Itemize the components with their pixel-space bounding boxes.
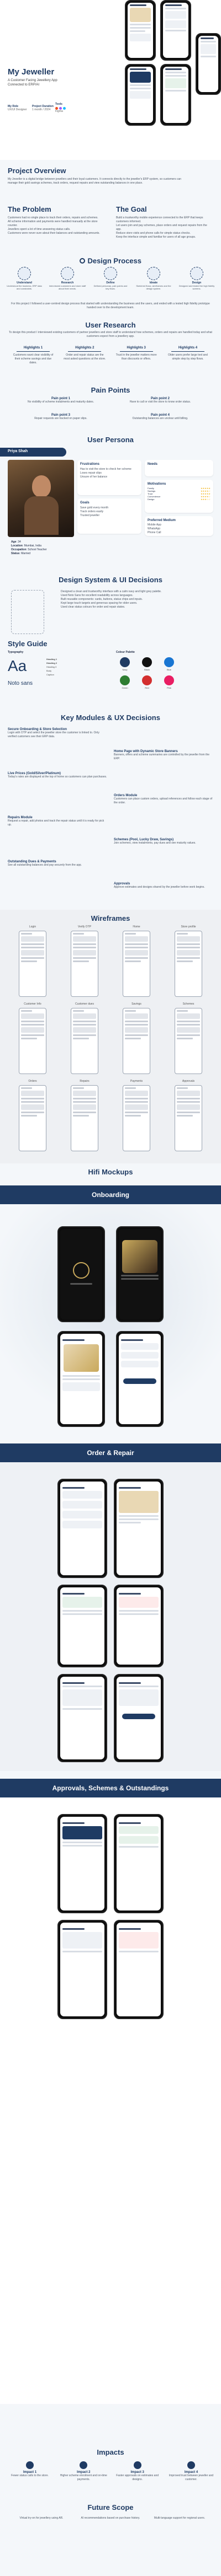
hero-title: My Jeweller (8, 67, 55, 77)
hero-phone-5 (196, 33, 221, 95)
persona-title: User Persona (87, 436, 134, 444)
ds-section (0, 573, 221, 640)
hero-phone-4 (160, 64, 191, 126)
preferred-card: Preferred Medium Mobile App WhatsApp Phone Call (145, 516, 213, 536)
pain-item: Pain point 3 Repair requests are tracked on paper slips. (34, 414, 87, 420)
wireframe-label: Store profile (181, 925, 196, 929)
trophy-icon (80, 2461, 87, 2469)
order-repair-banner: Order & Repair (0, 1443, 221, 1462)
pain-section (0, 386, 221, 436)
problem-title: The Problem (8, 205, 51, 213)
mockups-title: Hifi Mockups (88, 1168, 133, 1176)
order-phone-5 (57, 1674, 107, 1762)
module-item: Repairs Module Request a repair, add photos and track the repair status until it is ready for pick up. (8, 816, 104, 827)
wireframe-screen (123, 1085, 150, 1151)
color-palette (116, 657, 182, 689)
rating-stars: ★★★★★ (201, 487, 211, 490)
onboarding-phone-3 (57, 1331, 105, 1427)
order-phone-4 (114, 1585, 164, 1667)
hero-tools: Tools Figma (55, 103, 66, 113)
pain-item: Pain point 4 Outstanding balances are unclear until billing. (132, 414, 188, 420)
wireframe-label: Payments (130, 1080, 143, 1083)
problem-point: All scheme information and payments were handled manually at the store counter. (8, 220, 98, 227)
gear-icon (80, 258, 85, 264)
wireframe-screen (19, 931, 46, 997)
impact-card: Impact 1 Fewer status calls to the store. (6, 2461, 54, 2482)
wireframe-label: Customer Info (24, 1002, 41, 1006)
overview-title: Project Overview (8, 167, 66, 175)
problem-goal-section (0, 204, 221, 254)
trophy-icon (187, 2461, 195, 2469)
wireframe-screen (123, 1008, 150, 1074)
color-swatch: Red (138, 675, 156, 689)
color-swatch: Green (116, 675, 134, 689)
style-section (0, 640, 221, 711)
onboarding-banner: Onboarding (0, 1185, 221, 1204)
wireframe-screen (123, 931, 150, 997)
wireframe-screen (175, 1085, 202, 1151)
approvals-phone-4 (114, 1920, 164, 2019)
onboarding-stage (0, 1204, 221, 1436)
impact-card: Impact 4 Improved trust between jeweller and customer. (167, 2461, 215, 2482)
color-swatch: Pink (160, 675, 178, 689)
wireframe-label: Orders (28, 1080, 37, 1083)
color-swatch: Navy (116, 657, 134, 671)
wireframe-label: Verify OTP (77, 925, 92, 929)
wireframe-label: Approvals (182, 1080, 195, 1083)
persona-name-banner: Priya Shah (0, 448, 66, 457)
onboarding-phone-2 (116, 1226, 164, 1322)
type-weights: Heading 1 Heading 2 Heading 3 Body Caption (46, 658, 57, 676)
module-item: Approvals Approve estimates and designs shared by the jeweller before work begins. (114, 882, 205, 889)
color-swatch: Blue (160, 657, 178, 671)
wireframe-screen (71, 1008, 98, 1074)
module-item: Home Page with Dynamic Store Banners Banners, offers and scheme summaries are controlled by the jeweller from the ERP. (114, 750, 210, 760)
ds-title: Design System & UI Decisions (59, 576, 162, 584)
future-item: AI recommendations based on purchase history. (81, 2516, 140, 2520)
wireframe-screen (19, 1085, 46, 1151)
process-step: Define Defined personas, pain points and key flows. (92, 267, 129, 290)
impacts-list (6, 2461, 215, 2482)
wireframe-label: Repairs (80, 1080, 90, 1083)
goal-title: The Goal (116, 205, 147, 213)
wireframe-screen (175, 1008, 202, 1074)
module-item: Secure Onboarding & Store Selection Login with OTP and select the jeweller store the customer is linked to. Only verified customers see their ERP data. (8, 728, 99, 738)
process-step: Ideate Sketched flows, wireframes and the design system. (135, 267, 172, 290)
order-phone-6 (114, 1674, 164, 1762)
hero-phone-3 (125, 64, 156, 126)
module-item: Schemes (Pool, Lucky Draw, Savings) Join schemes, view instalments, pay dues and see maturity values. (114, 838, 196, 845)
onboarding-phone-1 (57, 1226, 105, 1322)
approvals-banner: Approvals, Schemes & Outstandings (0, 1779, 221, 1797)
order-phone-2 (114, 1479, 164, 1578)
wireframe-grid (0, 925, 221, 1157)
future-title: Future Scope (87, 2503, 134, 2511)
persona-section (0, 436, 221, 573)
problem-point: Customers had no single place to track their orders, repairs and schemes. (8, 216, 98, 219)
goal-point: Let users join and pay schemes, place orders and request repairs from the app. (116, 224, 207, 231)
approvals-phone-1 (57, 1814, 107, 1913)
wireframe-screen (19, 1008, 46, 1074)
research-intro: To design this product I interviewed existing customers of partner jewellers and store staff to understand how schemes, orders and repairs are handled today and what customers expect from a jewellery app. (9, 331, 212, 338)
avatar (32, 475, 51, 497)
pain-title: Pain Points (91, 386, 130, 394)
motivations-card: Motivations Family ★★★★★ Savings ★★★★☆ Trust ★★★★★ Convenience ★★★★☆ Design ★★★☆☆ (145, 480, 213, 513)
order-repair-stage (0, 1462, 221, 1771)
future-item: Virtual try-on for jewellery using AR. (19, 2516, 64, 2520)
research-title: User Research (85, 321, 136, 329)
wireframe-screen (71, 931, 98, 997)
wireframe-label: Login (29, 925, 36, 929)
palette-label: Colour Palette (116, 651, 135, 654)
problem-point: Jewellers spent a lot of time answering status calls. (8, 228, 71, 231)
module-item: Live Prices (Gold/Silver/Platinum) Today's rates are displayed at the top of home so customers can plan purchases. (8, 772, 107, 779)
typography-label: Typography (8, 651, 24, 654)
trophy-icon (134, 2461, 141, 2469)
future-item: Multi-language support for regional users. (154, 2516, 206, 2520)
impact-card: Impact 3 Faster approvals on estimates and designs. (113, 2461, 162, 2482)
onboarding-phone-4 (116, 1331, 164, 1427)
problem-point: Customers were never sure about their balances and outstanding amounts. (8, 232, 100, 235)
approvals-phone-3 (57, 1920, 107, 2019)
mockups-section (0, 1163, 221, 2404)
approvals-phone-2 (114, 1814, 164, 1913)
style-title: Style Guide (8, 640, 48, 648)
process-step: Research Interviewed customers and store staff about their needs. (49, 267, 86, 290)
modules-title: Key Modules & UX Decisions (61, 713, 160, 722)
goal-point: Build a trustworthy mobile experience connected to the ERP that keeps customers informed. (116, 216, 203, 223)
goals-card: Goals Save gold every month Track orders easily Trusted jeweller (77, 498, 141, 534)
process-step: Design Designed and tested the high fidelity screens. (178, 267, 215, 290)
research-highlights (11, 346, 210, 365)
future-list (11, 2516, 210, 2520)
order-phone-3 (57, 1585, 107, 1667)
overview-section (0, 160, 221, 204)
order-phone-1 (57, 1479, 107, 1578)
persona-details: Age: 34 Location: Mumbai, India Occupation: School Teacher Status: Married (11, 540, 47, 555)
wireframe-label: Customer dues (75, 1002, 94, 1006)
process-header: Design Process (0, 256, 221, 266)
pain-item: Pain point 1 No visibility of scheme instalments and maturity dates. (27, 397, 94, 404)
module-item: Orders Module Customers can place custom orders, upload references and follow each stage of the order. (114, 794, 213, 804)
typography-sample: Aa (8, 657, 27, 674)
wireframe-label: Schemes (182, 1002, 194, 1006)
wireframe-screen (71, 1085, 98, 1151)
ds-list: Designed a clean and trustworthy interface with a calm navy and light grey palette. Used Noto Sans for excellent readability across languages. Built reusable components: cards, buttons, status chips and inputs. Kept large touch targets and generous spacing for older users. Used clear status colours for order and repair states. (61, 590, 162, 609)
highlight-card: Highlights 3 Trust in the jeweller matters more than discounts or offers. (115, 346, 157, 361)
overview-body: My Jeweller is a digital bridge between jewellers and their loyal customers. It connects directly to the jeweller's ERP system, so customers can manage their gold savings schemes, track orders, request repairs and view outstanding balances in one place. (8, 178, 182, 185)
process-steps (6, 267, 215, 290)
highlight-card: Highlights 2 Order and repair status are the most asked questions at the store. (64, 346, 106, 361)
hero-phone-2 (160, 0, 191, 61)
problem-list (8, 216, 102, 235)
highlight-card: Highlights 1 Customers want clear visibility of their scheme savings and due dates. (13, 346, 54, 364)
impacts-section (0, 2448, 221, 2498)
process-intro: For this project I followed a user-centred design process that started with understanding the business and the users, and ended with a tested high fidelity prototype handed over to the development team. (11, 302, 210, 309)
goal-point: Keep the interface simple and familiar for users of all age groups. (116, 235, 196, 239)
module-item: Outstanding Dues & Payments See all outstanding balances and pay securely from the app. (8, 860, 82, 867)
hero-section (0, 0, 221, 160)
process-section (0, 254, 221, 320)
ds-phone-left (11, 590, 44, 634)
font-name: Noto sans (8, 680, 33, 686)
impact-card: Impact 2 Higher scheme enrolment and on-time payments. (59, 2461, 108, 2482)
needs-card: Needs (145, 460, 213, 476)
approvals-stage (0, 1797, 221, 2404)
wireframe-screen (175, 931, 202, 997)
wireframes-section (0, 910, 221, 1163)
goal-list (116, 216, 210, 239)
wireframe-label: Home (133, 925, 140, 929)
hero-role: My Role UX/UI Designer (8, 105, 27, 111)
highlight-card: Highlights 4 Older users prefer large text and simple step by step flows. (167, 346, 208, 361)
future-section (0, 2503, 221, 2576)
process-step: Understand Understood the business, ERP data and constraints. (6, 267, 43, 290)
trophy-icon (26, 2461, 34, 2469)
wireframes-title: Wireframes (91, 914, 130, 922)
impacts-title: Impacts (97, 2448, 124, 2456)
hero-phone-1 (125, 0, 156, 61)
research-section (0, 320, 221, 386)
pain-item: Pain point 2 Have to call or visit the store to know order status. (129, 397, 191, 404)
modules-section (0, 711, 221, 910)
color-swatch: Black (138, 657, 156, 671)
goal-point: Reduce store visits and phone calls for simple status checks. (116, 232, 191, 235)
wireframe-label: Savings (131, 1002, 141, 1006)
hero-subtitle: A Customer Facing Jewellery App Connected to ERP/AI (8, 79, 57, 87)
hero-duration: Project Duration 1 month / 2024 (32, 105, 54, 111)
persona-photo (8, 460, 74, 537)
frustrations-card: Frustrations Has to visit the store to check her scheme Loses repair slips Unsure of her balance (77, 460, 141, 495)
